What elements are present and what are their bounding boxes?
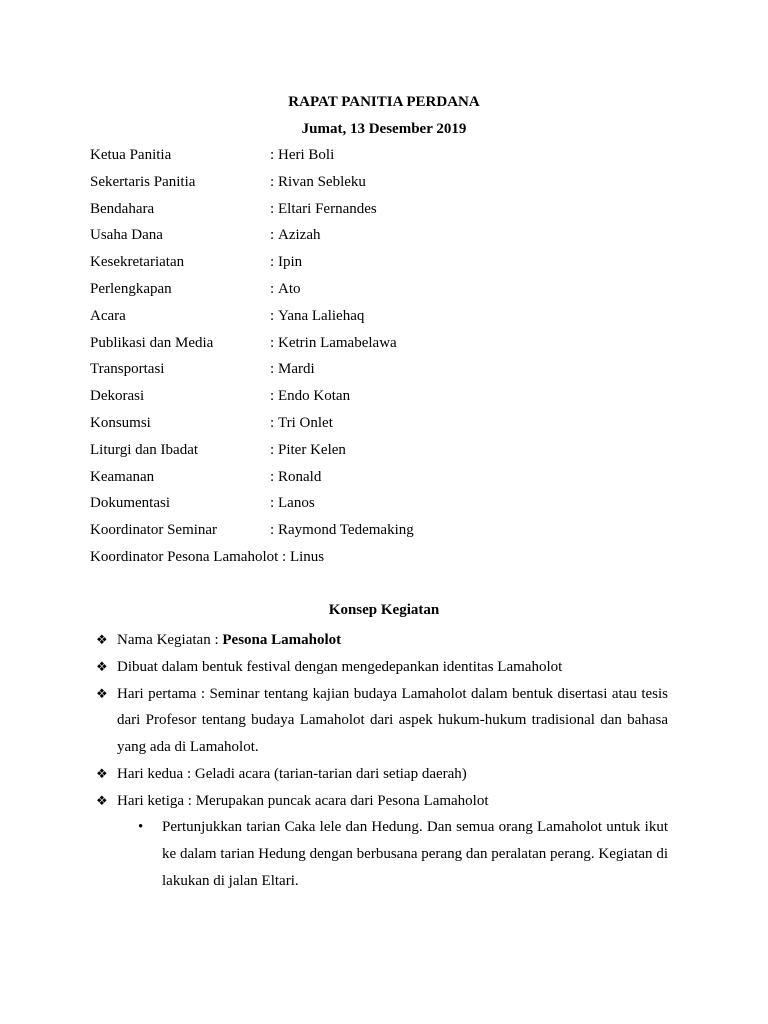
roster-row [90,440,690,467]
roster-name: Endo Kotan [278,388,351,405]
diamond-bullet-icon: ❖ [96,632,108,647]
roster-separator: : [270,468,275,485]
roster-role: Sekertaris Panitia [90,173,196,190]
document-title: RAPAT PANITIA PERDANA [288,94,480,110]
roster-name: Lanos [278,495,315,512]
event-name: Pesona Lamaholot [222,632,342,648]
roster-role: Dekorasi [90,388,145,405]
concept-list [96,627,668,815]
document-date: Jumat, 13 Desember 2019 [301,121,467,137]
roster-row [90,386,690,413]
dot-bullet-icon: • [138,819,144,835]
roster-row [90,359,690,386]
roster-name: Yana Laliehaq [278,307,365,324]
roster-role: Acara [90,307,126,324]
diamond-bullet-icon: ❖ [96,658,108,674]
roster-name: Eltari Fernandes [278,200,377,217]
roster-separator: : [270,200,275,217]
roster-name: Raymond Tedemaking [278,522,414,539]
roster-name: Rivan Sebleku [278,173,366,190]
roster-name: Ronald [278,468,322,485]
roster-row [90,279,690,306]
item-label: Nama Kegiatan : [117,632,223,648]
list-item [96,627,668,654]
roster-row [90,252,690,279]
list-item [96,788,668,815]
roster-row-pesona [90,547,324,567]
item-text: Hari ketiga : Merupakan puncak acara dari Pesona Lamaholot [117,792,489,809]
roster-name: Heri Boli [278,147,335,163]
roster-row [90,333,690,360]
roster-separator: : [270,173,275,190]
roster-role: Konsumsi [90,414,151,431]
roster-role: Dokumentasi [90,495,170,512]
roster-role: Keamanan [90,468,155,485]
item-text: Hari kedua : Geladi acara (tarian-tarian dari setiap daerah) [117,765,467,782]
roster-role: Usaha Dana [90,227,163,244]
roster-separator: : [282,549,290,565]
roster-name: Piter Kelen [278,441,346,458]
roster-role: Koordinator Pesona Lamaholot [90,549,279,565]
roster-name: Ato [278,280,301,297]
roster-role: Kesekretariatan [90,254,185,271]
roster-row [90,467,690,494]
roster-separator: : [270,227,275,244]
roster-separator: : [270,280,275,297]
roster-separator: : [270,334,275,351]
roster-row [90,493,690,520]
diamond-bullet-icon: ❖ [96,765,108,781]
roster-separator: : [270,388,275,405]
sub-item-text: Pertunjukkan tarian Caka lele dan Hedung. Dan semua orang Lamaholot untuk ikut ke dalam tarian Hedung dengan berbusana perang dan peralatan perang. Kegiatan di lakukan di jalan Eltari. [162,819,668,889]
roster-name: Ketrin Lamabelawa [278,334,397,351]
list-item [96,761,668,788]
roster-row [90,520,690,547]
roster-separator: : [270,495,275,512]
roster-role: Perlengkapan [90,280,172,297]
section-title: Konsep Kegiatan [328,602,440,618]
roster-name: Azizah [278,227,321,244]
diamond-bullet-icon: ❖ [96,792,108,808]
item-text: Hari pertama : Seminar tentang kajian budaya Lamaholot dalam bentuk disertasi atau tesis dari Profesor tentang budaya Lamaholot dari aspek hukum-hukum tradisional dan bahasa yang ada di Lamaholot. [117,685,668,756]
roster-name: Mardi [278,361,315,378]
roster-row [90,306,690,333]
list-item [96,654,668,681]
diamond-bullet-icon: ❖ [96,685,108,701]
roster-name: Ipin [278,254,303,271]
roster-separator: : [270,441,275,458]
roster-role: Liturgi dan Ibadat [90,441,199,458]
roster-separator: : [270,307,275,324]
roster-row [90,145,690,172]
roster-separator: : [270,414,275,431]
roster-role: Publikasi dan Media [90,334,214,351]
committee-roster [90,145,690,547]
roster-row [90,172,690,199]
roster-row [90,225,690,252]
roster-name: Tri Onlet [278,414,333,431]
roster-name: Linus [289,549,325,565]
roster-role: Ketua Panitia [90,147,172,163]
sub-list [138,814,668,895]
item-text: Dibuat dalam bentuk festival dengan mengedepankan identitas Lamaholot [117,658,563,675]
roster-row [90,199,690,226]
roster-row [90,413,690,440]
roster-separator: : [270,361,275,378]
roster-separator: : [270,254,275,271]
roster-separator: : [270,147,275,163]
roster-role: Bendahara [90,200,155,217]
roster-separator: : [270,522,275,539]
list-item [96,681,668,761]
sub-list-item [138,814,668,895]
roster-role: Transportasi [90,361,165,378]
roster-role: Koordinator Seminar [90,522,218,539]
